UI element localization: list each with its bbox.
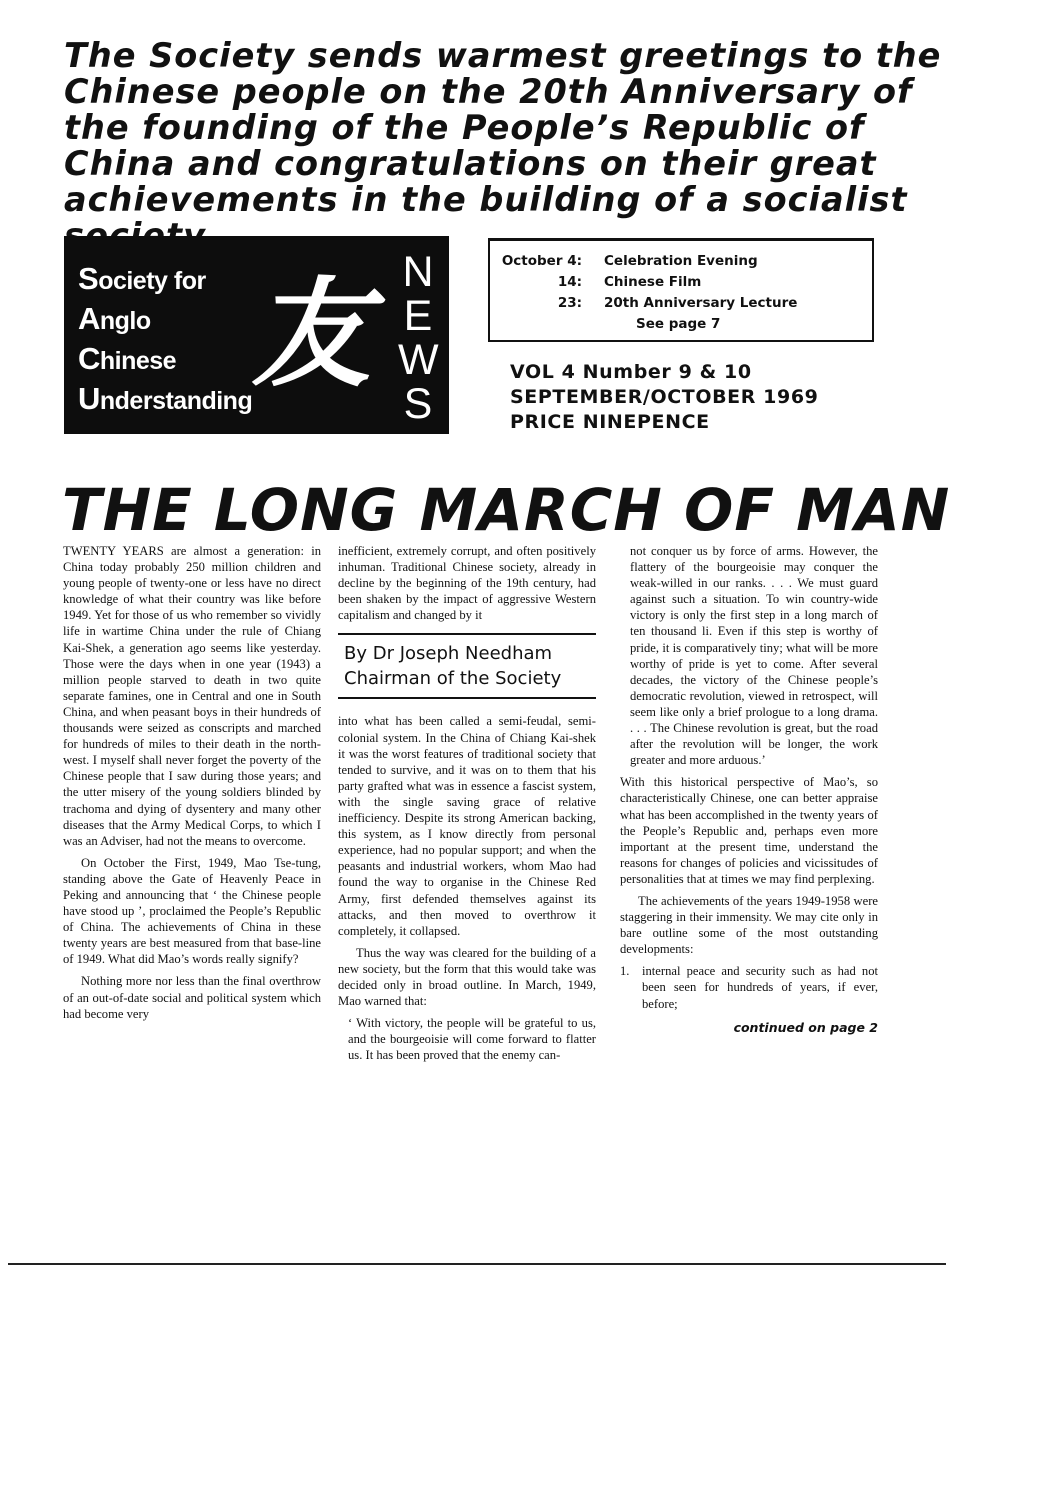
issue-price: PRICE NINEPENCE — [510, 411, 710, 433]
article-paragraph: The achievements of the years 1949-1958 were staggering in their immensity. We may cite only in bare outline some of the most outstanding developments: — [620, 893, 878, 957]
issue-info — [510, 360, 818, 435]
masthead-news-letters — [398, 250, 438, 426]
article-column-3 — [620, 543, 878, 1036]
masthead-society-name — [78, 260, 252, 420]
masthead-word: Anglo — [78, 301, 151, 336]
event-date: October 4: — [501, 253, 582, 269]
mao-quote: ‘ With victory, the people will be grateful to us, and the bourgeoisie will come forward to flatter us. It has been proved that the enemy can- — [348, 1016, 596, 1063]
event-row — [490, 274, 872, 295]
mao-quote-continued: not conquer us by force of arms. However, the flattery of the bourgeoisie may conquer the weak-willed in our ranks. . . . We must guard against such a situation. To win country-wide victory is only the first step in a long march of ten thousand li. Even if this step is worthy of pride, it is comparatively tiny; what will be more worthy of pride is yet to come. After several decades, the victory of the Chinese people’s democratic revolution, viewed in retrospect, will seem like only a brief prologue to a long drama. . . . The Chinese revolution is great, but the road after the revolution will be longer, the work greater and more arduous.’ — [630, 544, 878, 768]
event-name: Celebration Evening — [604, 253, 758, 269]
masthead-word: Understanding — [78, 381, 253, 416]
article-paragraph: With this historical perspective of Mao’s, so characteristically Chinese, one can better appraise what has been accomplished in the twenty years of the People’s Republic and, perhaps even more important at the present time, understand the reasons for changes of policies and vicissitudes of personalities that at times we may find perplexing. — [620, 775, 878, 886]
events-box — [488, 238, 874, 342]
list-text: internal peace and security such as had not been seen for hundreds of years, if ever, before; — [642, 964, 878, 1011]
article-paragraph: TWENTY YEARS are almost a generation: in China today probably 250 million children and young people of twenty-one or less have no direct knowledge of what their country was like before 1949. Yet for those of us who remember so vividly life in wartime China under the rule of Chiang Kai-Shek, a generation ago seems like yesterday. Those were the days when in one year (1943) a million people starved to death in two quite separate famines, one in Central and one in South China, and when peasant boys in their hundreds of thousands were seized as conscripts and marched for hundreds of miles to their death in the north-west. I myself shall never forget the poverty of the Chinese people that I saw during those years; and the utter misery of the young soldiers blinded by trachoma and dying of dysentery and many other diseases that the Army Medical Corps, to which I was an Adviser, had not the means to overcome. — [63, 544, 321, 848]
byline-role: Chairman of the Society — [344, 668, 562, 690]
article-column-1 — [63, 543, 321, 1028]
event-name: Chinese Film — [604, 274, 702, 290]
byline — [338, 633, 596, 699]
news-letter: E — [403, 292, 433, 340]
page-divider — [8, 1263, 946, 1265]
events-note: See page 7 — [636, 316, 721, 332]
byline-author: By Dr Joseph Needham — [344, 643, 553, 665]
article-paragraph: On October the First, 1949, Mao Tse-tung, standing above the Gate of Heavenly Peace in Peking and announcing that ‘ the Chinese people have stood up ’, proclaimed the People’s Republic of China. The achievements of China in these twenty years are best measured from that base-line of 1949. What did Mao’s words really signify? — [63, 855, 321, 967]
issue-volume: VOL 4 Number 9 & 10 — [510, 361, 752, 383]
event-date: 14: — [557, 274, 582, 290]
masthead-word: Society for — [78, 261, 206, 296]
article-paragraph: Thus the way was cleared for the building of a new society, but the form that this would take was decided only in broad outline. In March, 1949, Mao warned that: — [338, 945, 596, 1009]
friendship-character: 友 — [252, 265, 371, 403]
news-letter: W — [398, 336, 439, 384]
article-paragraph: Nothing more nor less than the final overthrow of an out-of-date social and political system which had become very — [63, 974, 321, 1021]
issue-date: SEPTEMBER/OCTOBER 1969 — [510, 386, 819, 408]
article-paragraph: inefficient, extremely corrupt, and often positively inhuman. Traditional Chinese society, already in decline by the beginning of the 19th century, had been shaken by the impact of aggressive Western capitalism and changed by it — [338, 544, 596, 623]
event-row — [490, 253, 872, 274]
article-column-2 — [338, 543, 596, 1069]
news-letter: S — [403, 380, 433, 428]
masthead-word: Chinese — [78, 341, 177, 376]
event-name: 20th Anniversary Lecture — [604, 295, 798, 311]
event-row — [490, 295, 872, 316]
article-paragraph: into what has been called a semi-feudal, semi-colonial system. In the China of Chiang Kai-shek it was the worst features of traditional society that tended to survive, and it was on to them that his party grafted what was in essence a fascist system, with the single saving grace of relative inefficiency. Despite its strong American backing, this system, as I know directly from personal experience, had no popular support; and when the peasants and industrial workers, whom Mao had found the way to organise in the Chinese Red Army, first defended themselves against its attacks, and then moved to overthrow it completely, it collapsed. — [338, 714, 596, 938]
continued-link: continued on page 2 — [733, 1019, 878, 1035]
article-headline: THE LONG MARCH OF MAN — [62, 476, 951, 544]
event-date: 23: — [557, 295, 582, 311]
greeting-message: The Society sends warmest greetings to the Chinese people on the 20th Anniversary of the founding of the People’s Republic of China and congratulations on their great achievements in the building of a socialist — [64, 36, 942, 219]
news-letter: N — [402, 248, 434, 296]
masthead-logo — [64, 236, 449, 434]
list-number: 1. — [620, 964, 630, 979]
list-item — [620, 963, 878, 1011]
